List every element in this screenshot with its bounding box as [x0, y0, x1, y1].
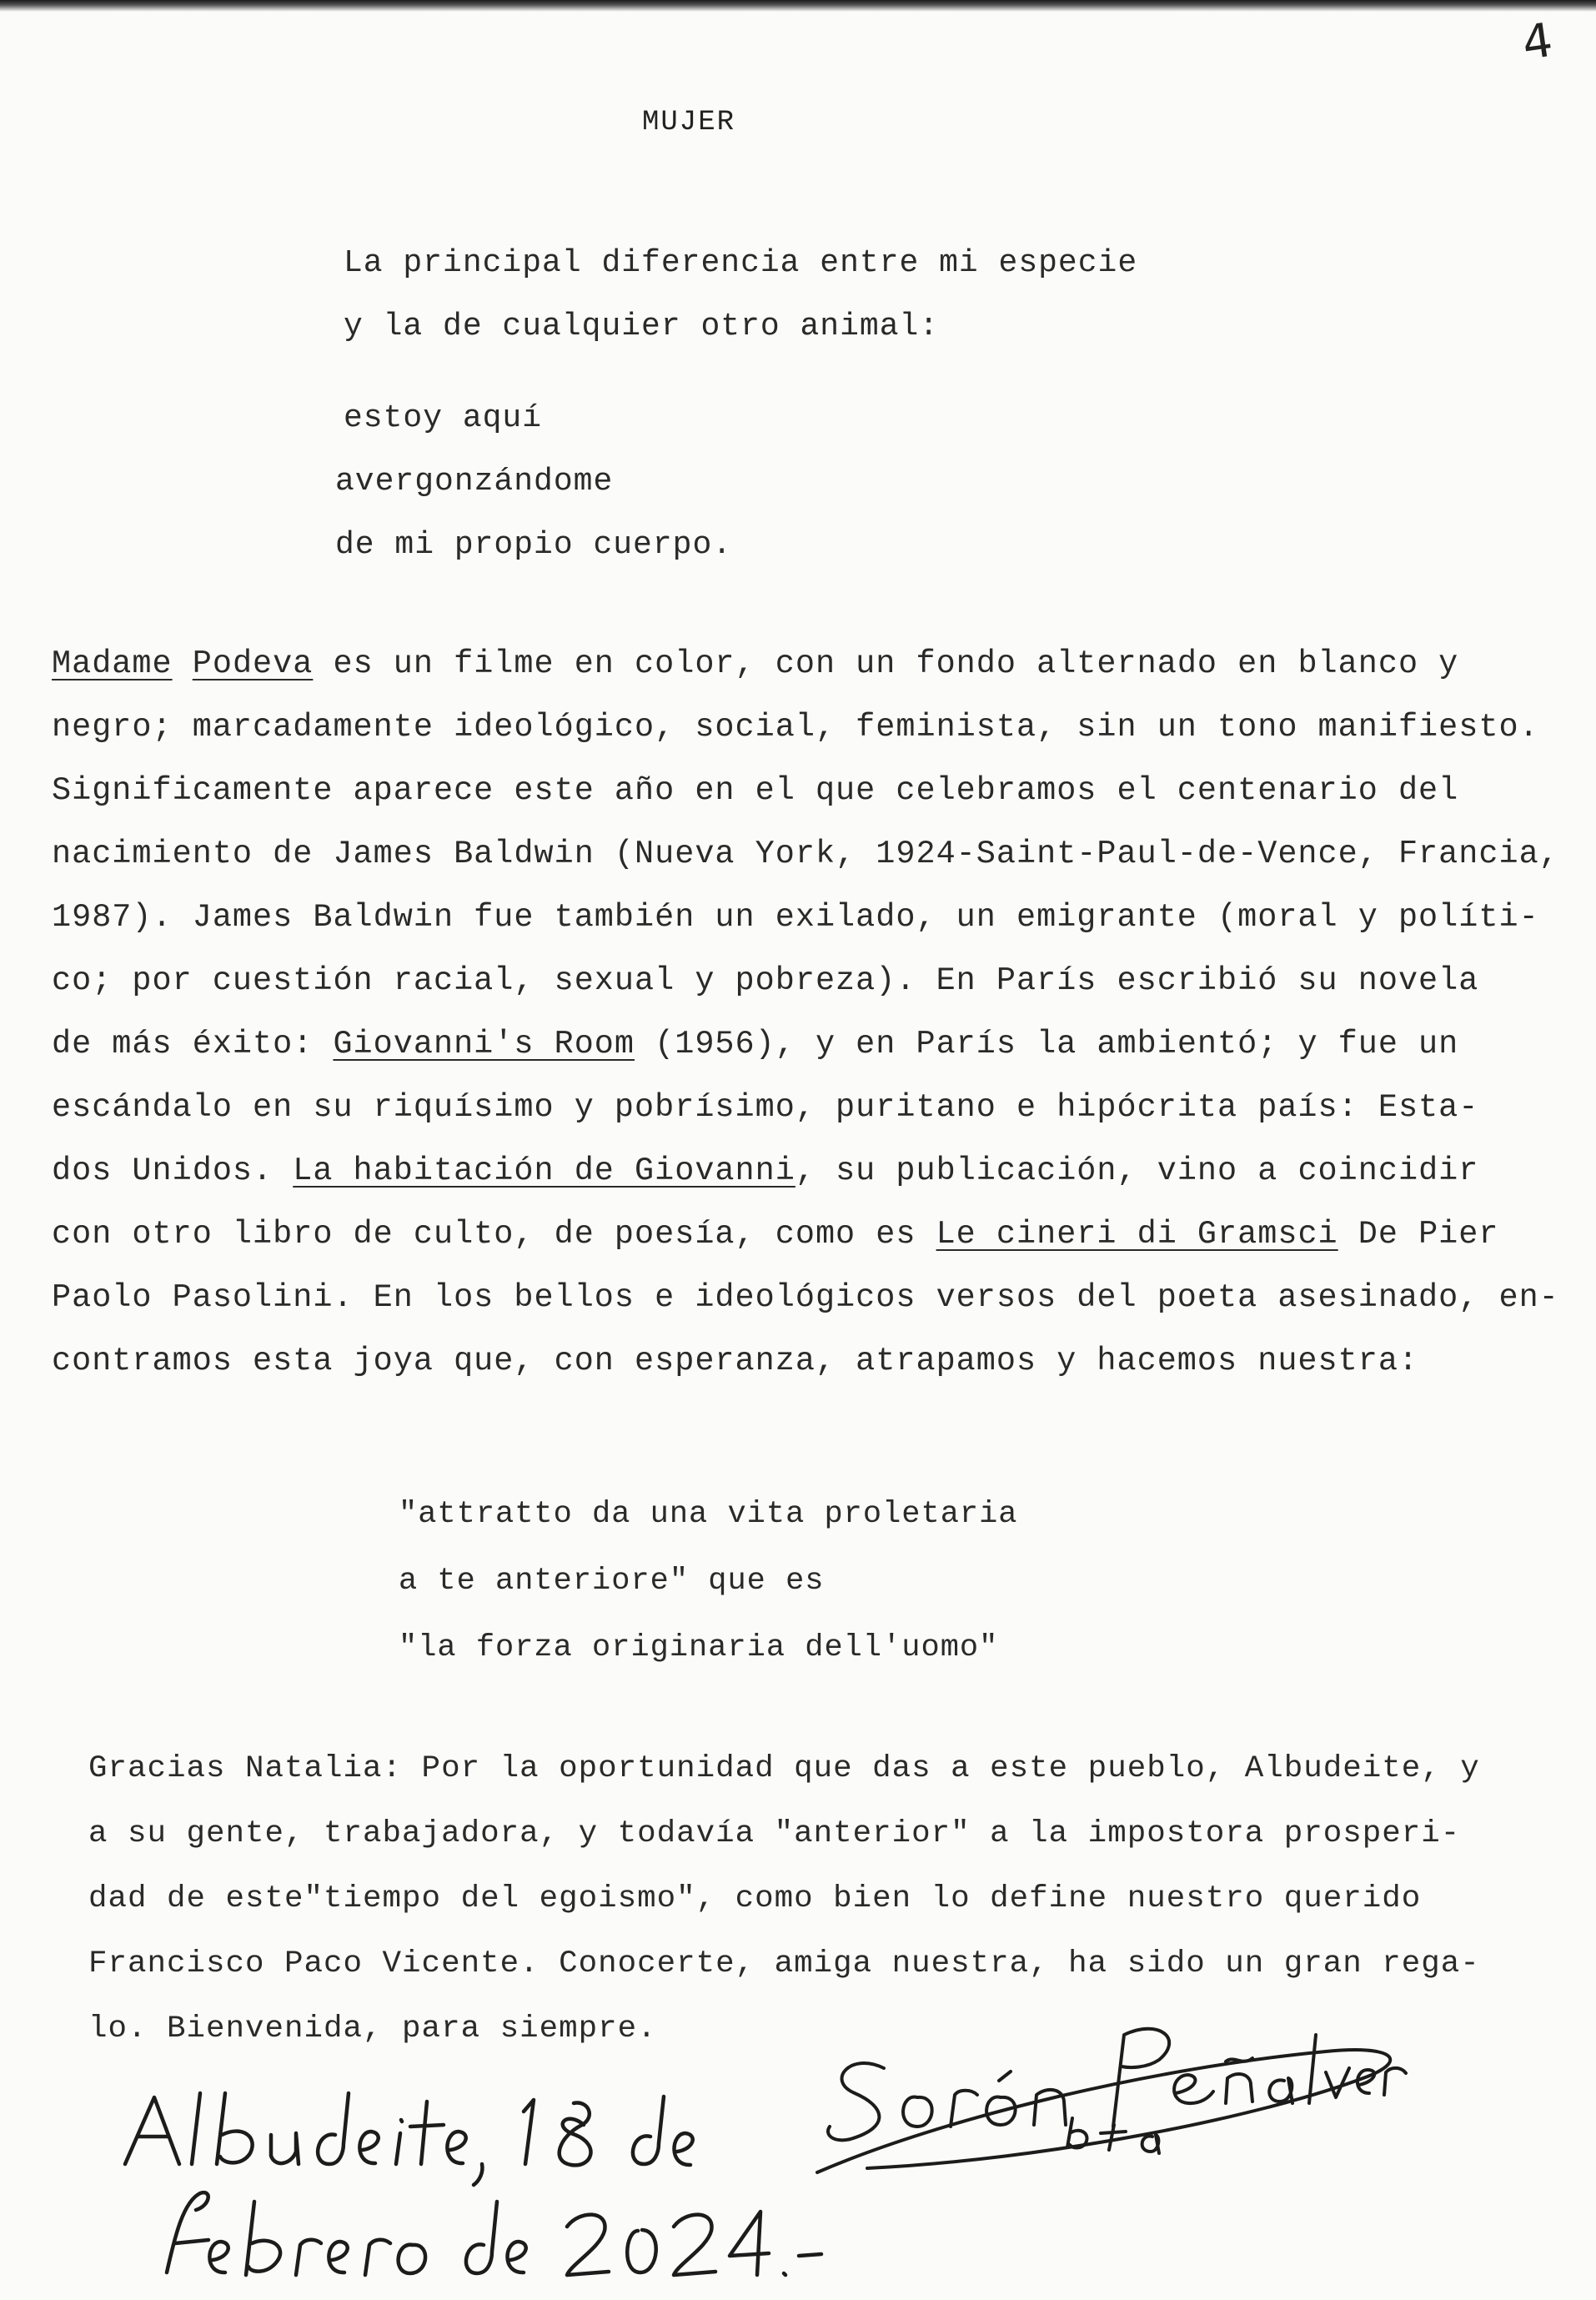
closing-line: dad de este"tiempo del egoismo", como bien lo define nuestro querido — [88, 1881, 1422, 1916]
handwritten-date — [117, 2085, 851, 2285]
prose-line: con otro libro de culto, de poesía, como es Le cineri di Gramsci De Pier — [52, 1216, 1499, 1253]
prose-line: dos Unidos. La habitación de Giovanni, su publicación, vino a coincidir — [52, 1153, 1479, 1189]
pasolini-quote — [399, 1481, 1018, 1681]
prose-line: 1987). James Baldwin fue también un exilado, un emigrante (moral y políti- — [52, 899, 1539, 936]
poem-line: estoy aquí — [344, 400, 543, 436]
closing-line: lo. Bienvenida, para siempre. — [88, 2011, 657, 2046]
prose-line: escándalo en su riquísimo y pobrísimo, puritano e hipócrita país: Esta- — [52, 1089, 1479, 1126]
prose-line: Madame Podeva es un filme en color, con un fondo alternado en blanco y — [52, 645, 1459, 682]
poem-line: La principal diferencia entre mi especie — [344, 245, 1138, 281]
prose-line: de más éxito: Giovanni's Room (1956), y en París la ambientó; y fue un — [52, 1026, 1459, 1062]
closing-line: a su gente, trabajadora, y todavía "anterior" a la impostora prosperi- — [88, 1816, 1461, 1851]
prose-line: co; por cuestión racial, sexual y pobreza). En París escribió su novela — [52, 962, 1479, 999]
closing-line: Gracias Natalia: Por la oportunidad que das a este pueblo, Albudeite, y — [88, 1751, 1480, 1786]
page-top-edge — [0, 0, 1596, 12]
book-title: Giovanni's Room — [333, 1026, 635, 1062]
film-title-word: Podeva — [192, 645, 314, 682]
quote-line: a te anteriore" que es — [399, 1564, 825, 1599]
poem-line: y la de cualquier otro animal: — [344, 309, 940, 344]
book-title: Le cineri di Gramsci — [936, 1216, 1338, 1253]
prose-line: negro; marcadamente ideológico, social, feminista, sin un tono manifiesto. — [52, 709, 1539, 746]
page-number: 4 — [1518, 13, 1556, 72]
prose-line: nacimiento de James Baldwin (Nueva York, 1924-Saint-Paul-de-Vence, Francia, — [52, 836, 1559, 872]
opening-poem — [335, 232, 1138, 577]
prose-line: Significamente aparece este año en el que celebramos el centenario del — [52, 772, 1459, 809]
book-title: La habitación de Giovanni — [293, 1153, 795, 1189]
closing-line: Francisco Paco Vicente. Conocerte, amiga nuestra, ha sido un gran rega- — [88, 1946, 1480, 1981]
film-title-word: Madame — [52, 645, 173, 682]
poem-line: de mi propio cuerpo. — [335, 527, 733, 563]
prose-line: Paolo Pasolini. En los bellos e ideológicos versos del poeta asesinado, en- — [52, 1279, 1559, 1316]
signature — [792, 2001, 1426, 2193]
page-title: MUJER — [642, 107, 736, 138]
prose-line: contramos esta joya que, con esperanza, atrapamos y hacemos nuestra: — [52, 1343, 1419, 1379]
body-paragraph — [52, 632, 1569, 1393]
quote-line: "attratto da una vita proletaria — [399, 1497, 1018, 1532]
poem-line: avergonzándome — [335, 464, 614, 500]
quote-line: "la forza originaria dell'uomo" — [399, 1630, 999, 1665]
